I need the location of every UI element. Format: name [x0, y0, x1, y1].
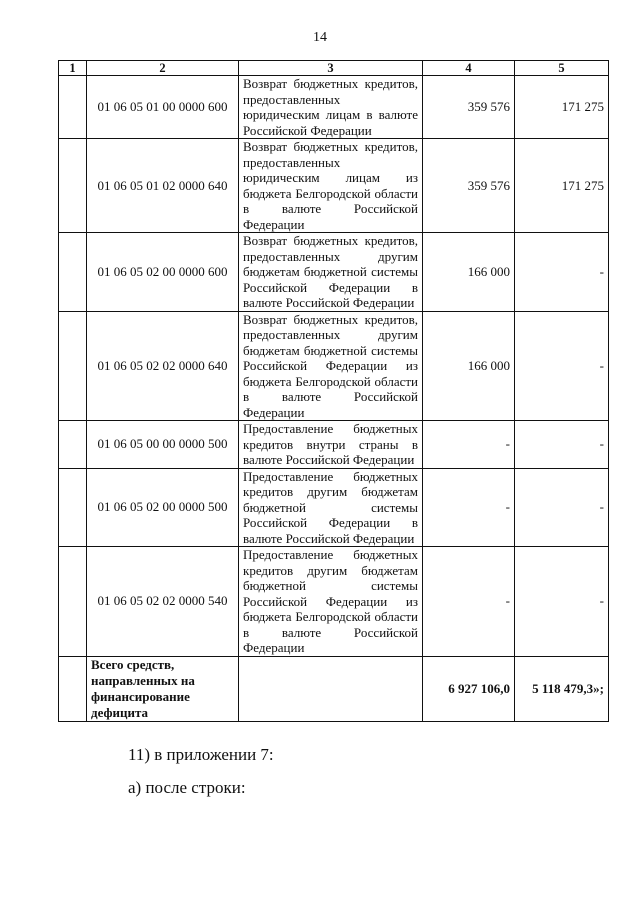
item-a-text: а) после строки:: [128, 778, 246, 797]
budget-code: 01 06 05 01 02 0000 640: [87, 139, 239, 233]
header-col-4: 4: [423, 61, 515, 76]
value-col-4: -: [423, 468, 515, 547]
total-col-4: 6 927 106,0: [423, 656, 515, 721]
budget-table: [58, 60, 609, 722]
row-description: Предоставление бюджетных кредитов другим бюджетам бюджетной системы Российской Федерации из бюджета Белгородской области в валюте Российской Федерации: [239, 547, 423, 657]
budget-code: 01 06 05 01 00 0000 600: [87, 76, 239, 139]
row-index-cell: [59, 656, 87, 721]
header-col-3: 3: [239, 61, 423, 76]
total-label: Всего средств, направленных на финансирование дефицита: [87, 656, 239, 721]
row-description: Возврат бюджетных кредитов, предоставленных другим бюджетам бюджетной системы Российской Федерации из бюджета Белгородской области в валюте Российской Федерации: [239, 311, 423, 421]
row-index-cell: [59, 468, 87, 547]
page-number: 14: [313, 30, 327, 45]
table-row: [59, 233, 609, 312]
value-col-4: 166 000: [423, 311, 515, 421]
value-col-5: 171 275: [515, 76, 609, 139]
table-row: [59, 547, 609, 657]
budget-code: 01 06 05 02 02 0000 640: [87, 311, 239, 421]
row-description: Возврат бюджетных кредитов, предоставленных юридическим лицам в валюте Российской Федерации: [239, 76, 423, 139]
table-row: [59, 139, 609, 233]
budget-code: 01 06 05 02 02 0000 540: [87, 547, 239, 657]
row-description: Предоставление бюджетных кредитов другим бюджетам бюджетной системы Российской Федерации в валюте Российской Федерации: [239, 468, 423, 547]
value-col-5: -: [515, 421, 609, 469]
item-11-text: 11) в приложении 7:: [128, 745, 274, 764]
budget-code: 01 06 05 02 00 0000 600: [87, 233, 239, 312]
budget-code: 01 06 05 02 00 0000 500: [87, 468, 239, 547]
row-index-cell: [59, 233, 87, 312]
value-col-5: -: [515, 311, 609, 421]
value-col-5: -: [515, 547, 609, 657]
header-col-2: 2: [87, 61, 239, 76]
value-col-4: 359 576: [423, 139, 515, 233]
value-col-4: 166 000: [423, 233, 515, 312]
value-col-5: -: [515, 233, 609, 312]
budget-code: 01 06 05 00 00 0000 500: [87, 421, 239, 469]
table-row: [59, 468, 609, 547]
table-row: [59, 76, 609, 139]
row-index-cell: [59, 311, 87, 421]
value-col-4: 359 576: [423, 76, 515, 139]
row-index-cell: [59, 76, 87, 139]
value-col-5: -: [515, 468, 609, 547]
table-row: [59, 311, 609, 421]
row-description: Возврат бюджетных кредитов, предоставленных юридическим лицам из бюджета Белгородской области в валюте Российской Федерации: [239, 139, 423, 233]
total-description-cell: [239, 656, 423, 721]
row-index-cell: [59, 421, 87, 469]
header-col-1: 1: [59, 61, 87, 76]
row-description: Возврат бюджетных кредитов, предоставленных другим бюджетам бюджетной системы Российской Федерации в валюте Российской Федерации: [239, 233, 423, 312]
row-index-cell: [59, 139, 87, 233]
header-col-5: 5: [515, 61, 609, 76]
total-col-5: 5 118 479,3»;: [515, 656, 609, 721]
value-col-5: 171 275: [515, 139, 609, 233]
table-row: [59, 421, 609, 469]
table-header-row: [59, 61, 609, 76]
table-total-row: [59, 656, 609, 721]
value-col-4: -: [423, 547, 515, 657]
value-col-4: -: [423, 421, 515, 469]
row-description: Предоставление бюджетных кредитов внутри страны в валюте Российской Федерации: [239, 421, 423, 469]
row-index-cell: [59, 547, 87, 657]
